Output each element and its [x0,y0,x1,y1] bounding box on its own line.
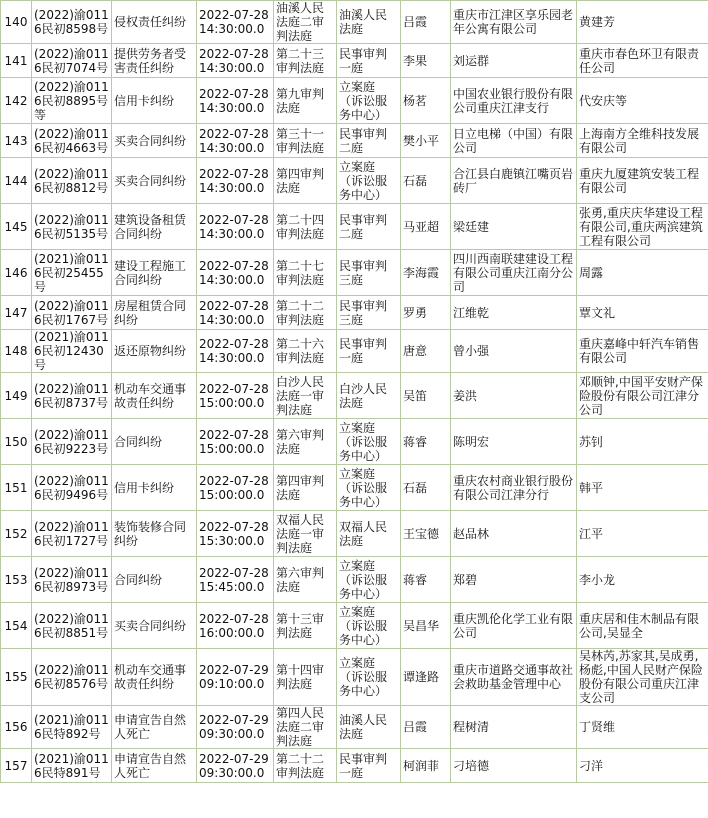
table-row [1,124,708,158]
table-row [1,706,708,749]
defendant-cell: 邓顺钟,中国平安财产保险股份有限公司江津分公司 [577,373,708,419]
case-number-cell: (2022)渝0116民初8576号 [32,649,112,706]
hearing-datetime-cell: 2022-07-28 14:30:00.0 [197,204,274,250]
table-row [1,557,708,603]
courtroom-cell: 第二十七审判法庭 [274,250,337,296]
case-number-cell: (2021)渝0116民初12430号 [32,330,112,373]
table-row [1,511,708,557]
table-row [1,1,708,44]
defendant-cell: 周露 [577,250,708,296]
defendant-cell: 黄建芳 [577,1,708,44]
department-cell: 双福人民法庭 [337,511,401,557]
courtroom-cell: 第二十三审判法庭 [274,44,337,78]
table-row [1,373,708,419]
plaintiff-cell: 重庆凯伦化学工业有限公司 [451,603,577,649]
plaintiff-cell: 中国农业银行股份有限公司重庆江津支行 [451,78,577,124]
table-row [1,603,708,649]
case-number-cell: (2022)渝0116民初8895号等 [32,78,112,124]
row-number-cell: 147 [1,296,32,330]
department-cell: 立案庭（诉讼服务中心） [337,465,401,511]
hearing-datetime-cell: 2022-07-28 15:30:00.0 [197,511,274,557]
hearing-datetime-cell: 2022-07-28 15:00:00.0 [197,419,274,465]
department-cell: 立案庭（诉讼服务中心） [337,649,401,706]
case-number-cell: (2022)渝0116民初1727号 [32,511,112,557]
hearing-datetime-cell: 2022-07-28 15:00:00.0 [197,373,274,419]
plaintiff-cell: 刁培德 [451,749,577,783]
row-number-cell: 148 [1,330,32,373]
case-cause-cell: 房屋租赁合同纠纷 [112,296,197,330]
case-cause-cell: 返还原物纠纷 [112,330,197,373]
table-row [1,296,708,330]
row-number-cell: 144 [1,158,32,204]
case-cause-cell: 侵权责任纠纷 [112,1,197,44]
courtroom-cell: 第三十一审判法庭 [274,124,337,158]
hearing-datetime-cell: 2022-07-28 14:30:00.0 [197,1,274,44]
hearing-datetime-cell: 2022-07-28 14:30:00.0 [197,124,274,158]
row-number-cell: 157 [1,749,32,783]
hearing-datetime-cell: 2022-07-28 14:30:00.0 [197,296,274,330]
table-row [1,204,708,250]
hearing-datetime-cell: 2022-07-28 15:00:00.0 [197,465,274,511]
department-cell: 民事审判三庭 [337,296,401,330]
table-row [1,749,708,783]
case-cause-cell: 装饰装修合同纠纷 [112,511,197,557]
case-number-cell: (2022)渝0116民初9223号 [32,419,112,465]
hearing-datetime-cell: 2022-07-28 15:45:00.0 [197,557,274,603]
case-number-cell: (2022)渝0116民初1767号 [32,296,112,330]
plaintiff-cell: 赵品林 [451,511,577,557]
table-row [1,44,708,78]
defendant-cell: 江平 [577,511,708,557]
judge-cell: 李海霞 [401,250,451,296]
judge-cell: 马亚超 [401,204,451,250]
plaintiff-cell: 曾小强 [451,330,577,373]
department-cell: 民事审判二庭 [337,124,401,158]
defendant-cell: 代安庆等 [577,78,708,124]
courtroom-cell: 第十四审判法庭 [274,649,337,706]
plaintiff-cell: 重庆农村商业银行股份有限公司江津分行 [451,465,577,511]
case-number-cell: (2022)渝0116民初9496号 [32,465,112,511]
case-number-cell: (2022)渝0116民初8737号 [32,373,112,419]
case-cause-cell: 申请宣告自然人死亡 [112,749,197,783]
department-cell: 油溪人民法庭 [337,1,401,44]
judge-cell: 蒋睿 [401,557,451,603]
judge-cell: 罗勇 [401,296,451,330]
judge-cell: 柯润菲 [401,749,451,783]
courtroom-cell: 第六审判法庭 [274,419,337,465]
case-cause-cell: 买卖合同纠纷 [112,158,197,204]
table-row [1,250,708,296]
hearing-datetime-cell: 2022-07-28 14:30:00.0 [197,78,274,124]
hearing-datetime-cell: 2022-07-29 09:10:00.0 [197,649,274,706]
plaintiff-cell: 梁廷建 [451,204,577,250]
plaintiff-cell: 四川西南联建建设工程有限公司重庆江南分公司 [451,250,577,296]
table-row [1,419,708,465]
plaintiff-cell: 郑碧 [451,557,577,603]
courtroom-cell: 第六审判法庭 [274,557,337,603]
courtroom-cell: 第二十四审判法庭 [274,204,337,250]
defendant-cell: 重庆九厦建筑安装工程有限公司 [577,158,708,204]
plaintiff-cell: 江维乾 [451,296,577,330]
case-cause-cell: 买卖合同纠纷 [112,124,197,158]
row-number-cell: 142 [1,78,32,124]
plaintiff-cell: 陈明宏 [451,419,577,465]
judge-cell: 王宝德 [401,511,451,557]
courtroom-cell: 第四审判法庭 [274,158,337,204]
hearing-datetime-cell: 2022-07-28 14:30:00.0 [197,44,274,78]
department-cell: 民事审判一庭 [337,330,401,373]
defendant-cell: 丁贤维 [577,706,708,749]
judge-cell: 唐意 [401,330,451,373]
department-cell: 民事审判三庭 [337,250,401,296]
hearing-datetime-cell: 2022-07-28 14:30:00.0 [197,330,274,373]
judge-cell: 樊小平 [401,124,451,158]
judge-cell: 蒋睿 [401,419,451,465]
hearing-datetime-cell: 2022-07-29 09:30:00.0 [197,749,274,783]
case-number-cell: (2022)渝0116民初8598号 [32,1,112,44]
case-cause-cell: 提供劳务者受害责任纠纷 [112,44,197,78]
department-cell: 立案庭（诉讼服务中心） [337,158,401,204]
hearing-datetime-cell: 2022-07-28 16:00:00.0 [197,603,274,649]
row-number-cell: 155 [1,649,32,706]
judge-cell: 石磊 [401,465,451,511]
courtroom-cell: 白沙人民法庭一审判法庭 [274,373,337,419]
case-number-cell: (2022)渝0116民初5135号 [32,204,112,250]
hearing-datetime-cell: 2022-07-28 14:30:00.0 [197,158,274,204]
table-row [1,649,708,706]
plaintiff-cell: 姜洪 [451,373,577,419]
row-number-cell: 150 [1,419,32,465]
table-row [1,78,708,124]
department-cell: 民事审判一庭 [337,44,401,78]
courtroom-cell: 第二十二审判法庭 [274,296,337,330]
judge-cell: 李果 [401,44,451,78]
case-cause-cell: 信用卡纠纷 [112,465,197,511]
table-row [1,158,708,204]
row-number-cell: 143 [1,124,32,158]
plaintiff-cell: 程树清 [451,706,577,749]
row-number-cell: 153 [1,557,32,603]
case-number-cell: (2022)渝0116民初7074号 [32,44,112,78]
courtroom-cell: 油溪人民法庭二审判法庭 [274,1,337,44]
row-number-cell: 156 [1,706,32,749]
judge-cell: 石磊 [401,158,451,204]
plaintiff-cell: 刘运群 [451,44,577,78]
case-number-cell: (2022)渝0116民初8812号 [32,158,112,204]
row-number-cell: 140 [1,1,32,44]
judge-cell: 谭逢路 [401,649,451,706]
courtroom-cell: 双福人民法庭一审判法庭 [274,511,337,557]
case-cause-cell: 建筑设备租赁合同纠纷 [112,204,197,250]
table-row [1,330,708,373]
row-number-cell: 149 [1,373,32,419]
judge-cell: 杨茗 [401,78,451,124]
row-number-cell: 146 [1,250,32,296]
defendant-cell: 张勇,重庆庆华建设工程有限公司,重庆两滨建筑工程有限公司 [577,204,708,250]
defendant-cell: 重庆居和佳木制品有限公司,吴显全 [577,603,708,649]
defendant-cell: 覃文礼 [577,296,708,330]
defendant-cell: 苏钊 [577,419,708,465]
row-number-cell: 151 [1,465,32,511]
department-cell: 油溪人民法庭 [337,706,401,749]
courtroom-cell: 第九审判法庭 [274,78,337,124]
department-cell: 立案庭（诉讼服务中心） [337,557,401,603]
case-number-cell: (2021)渝0116民特892号 [32,706,112,749]
judge-cell: 吕霞 [401,1,451,44]
department-cell: 民事审判二庭 [337,204,401,250]
case-cause-cell: 买卖合同纠纷 [112,603,197,649]
row-number-cell: 152 [1,511,32,557]
judge-cell: 吴笛 [401,373,451,419]
judge-cell: 吕霞 [401,706,451,749]
case-number-cell: (2021)渝0116民初25455号 [32,250,112,296]
defendant-cell: 韩平 [577,465,708,511]
case-cause-cell: 信用卡纠纷 [112,78,197,124]
row-number-cell: 154 [1,603,32,649]
courtroom-cell: 第四人民法庭二审判法庭 [274,706,337,749]
case-cause-cell: 申请宣告自然人死亡 [112,706,197,749]
courtroom-cell: 第二十二审判法庭 [274,749,337,783]
case-cause-cell: 合同纠纷 [112,557,197,603]
row-number-cell: 141 [1,44,32,78]
table-row [1,465,708,511]
plaintiff-cell: 重庆市江津区享乐园老年公寓有限公司 [451,1,577,44]
defendant-cell: 重庆嘉峰中轩汽车销售有限公司 [577,330,708,373]
department-cell: 立案庭（诉讼服务中心） [337,603,401,649]
courtroom-cell: 第二十六审判法庭 [274,330,337,373]
case-number-cell: (2022)渝0116民初4663号 [32,124,112,158]
case-cause-cell: 合同纠纷 [112,419,197,465]
defendant-cell: 刁洋 [577,749,708,783]
department-cell: 白沙人民法庭 [337,373,401,419]
department-cell: 立案庭（诉讼服务中心） [337,419,401,465]
defendant-cell: 李小龙 [577,557,708,603]
hearing-datetime-cell: 2022-07-28 14:30:00.0 [197,250,274,296]
courtroom-cell: 第十三审判法庭 [274,603,337,649]
defendant-cell: 吴林芮,苏家其,吴成勇,杨彪,中国人民财产保险股份有限公司重庆江津支公司 [577,649,708,706]
case-cause-cell: 机动车交通事故责任纠纷 [112,649,197,706]
case-cause-cell: 机动车交通事故责任纠纷 [112,373,197,419]
case-number-cell: (2022)渝0116民初8851号 [32,603,112,649]
judge-cell: 吴昌华 [401,603,451,649]
hearing-datetime-cell: 2022-07-29 09:30:00.0 [197,706,274,749]
defendant-cell: 重庆市春色环卫有限责任公司 [577,44,708,78]
case-number-cell: (2022)渝0116民初8973号 [32,557,112,603]
plaintiff-cell: 合江县白鹿镇江嘴页岩砖厂 [451,158,577,204]
courtroom-cell: 第四审判法庭 [274,465,337,511]
row-number-cell: 145 [1,204,32,250]
defendant-cell: 上海南方全维科技发展有限公司 [577,124,708,158]
plaintiff-cell: 重庆市道路交通事故社会救助基金管理中心 [451,649,577,706]
department-cell: 立案庭（诉讼服务中心） [337,78,401,124]
plaintiff-cell: 日立电梯（中国）有限公司 [451,124,577,158]
case-cause-cell: 建设工程施工合同纠纷 [112,250,197,296]
case-number-cell: (2021)渝0116民特891号 [32,749,112,783]
department-cell: 民事审判一庭 [337,749,401,783]
